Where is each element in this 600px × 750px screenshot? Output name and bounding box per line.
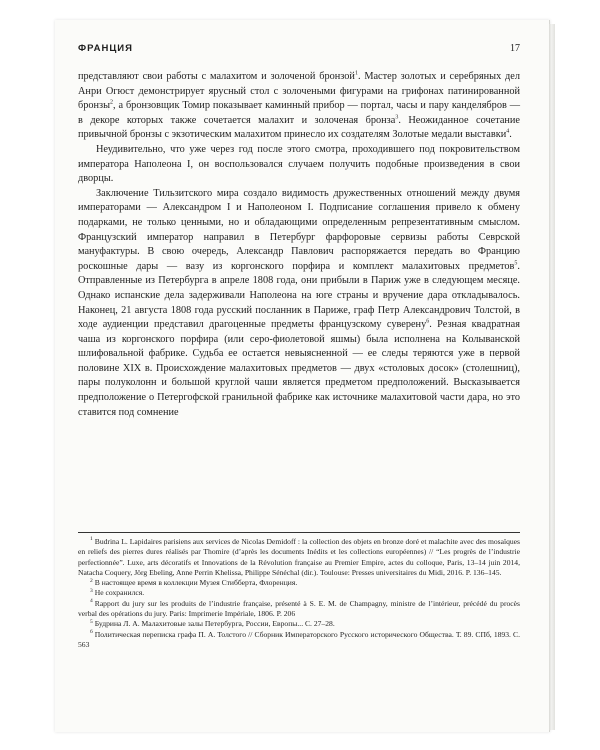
text-run: . Неожиданное сочетание привычной бронзы с экзотическим малахитом принесло их создателям Золотые медали выставки: [78, 114, 520, 141]
text-run: представляют свои работы с малахитом и золоченой бронзой: [78, 71, 355, 82]
footnote-text: В настоящее время в коллекции Музея Стибберта, Флоренция.: [94, 578, 298, 588]
page-stack-edge: [549, 24, 555, 730]
footnote: [78, 630, 520, 651]
footnote-number: 2: [90, 577, 93, 584]
footnote-rule: [78, 532, 520, 533]
footnote-ref: 3: [395, 114, 399, 121]
footnote-ref: 4: [506, 128, 510, 135]
text-run: . Мастер золотых и серебряных дел Анри Огюст демонстрирует ярусный стол с золочеными фигурами на грифонах патинированной бронзы: [78, 71, 520, 112]
footnote-number: 3: [90, 587, 93, 594]
footnote-ref: 5: [514, 260, 518, 267]
footnote: [78, 619, 520, 629]
footnote: [78, 578, 520, 588]
footnote-text: Rapport du jury sur les produits de l’industrie française, présenté à S. E. M. de Champagny, ministre de l’intérieur, précédé du procès verbal des opérations du jury. Paris: Imprimerie Impériale, 1806. P. 206: [78, 598, 520, 619]
footnotes: [78, 537, 520, 650]
page-header: [78, 43, 520, 54]
text-run: Заключение Тильзитского мира создало видимость дружественных отношений между двумя императорами — Александром I и Наполеоном I. Подписание соглашения привело к обмену подарками, не только ценными, но и обладающими определенным репрезентативным смыслом. Французский император направил в Петербург фарфоровые сервизы работы Севрской мануфактуры. В свою очередь, Александр Павлович распоряжается передать во Францию роскошные дары — вазу из коргонского порфира и комплект малахитовых предметов: [78, 187, 520, 272]
footnote-number: 6: [90, 629, 93, 636]
footnote-ref: 1: [354, 70, 358, 77]
footnote-text: Политическая переписка графа П. А. Толстого // Сборник Императорского Русского исторического Общества. Т. 89. СПб, 1893. С. 563: [78, 629, 520, 649]
footnote: [78, 599, 520, 620]
paragraph: [78, 187, 520, 421]
footnote-text: Не сохранился.: [94, 588, 145, 598]
text-run: . Отправленные из Петербурга в апреле 1808 года, они прибыли в Париж уже в следующем месяце. Однако испанские дела задерживали Наполеона на юге страны и вручение дара откладывалось. Наконец, 21 августа 1808 года русский посланник в Париже, граф Петр Александрович Толстой, в ходе аудиенции представил драгоценные предметы французскому суверену: [78, 260, 520, 331]
text-run: Неудивительно, что уже через год после этого смотра, проходившего под покровительством императора Наполеона I, он воспользовался случаем получить подобные произведения в свои дворцы.: [78, 143, 520, 185]
footnote-ref: 6: [426, 318, 430, 325]
paragraph: [78, 70, 520, 143]
footnote-number: 1: [90, 536, 93, 543]
footnote-number: 5: [90, 618, 93, 625]
footnote-number: 4: [90, 598, 93, 605]
footnote-ref: 2: [110, 99, 114, 106]
running-head: ФРАНЦИЯ: [78, 43, 133, 54]
text-run: .: [509, 129, 512, 141]
footnote: [78, 537, 520, 578]
page-number: 17: [510, 43, 520, 54]
text-run: , а бронзовщик Томир показывает каминный прибор — портал, часы и пару канделябров — в декоре которых также сочетается малахит и золоченая бронза: [78, 100, 520, 126]
footnote-text: Budrina L. Lapidaires parisiens aux services de Nicolas Demidoff : la collection des objets en bronze doré et malachite avec des mosaïques en reliefs des pierres dures réalisés par Thomire (d’après les documents Inédits et les collections européennes) // “Les progrès de l’industrie perfectionnée”. Luxe, arts décoratifs et Innovations de la Révolution française au Premier Empire, actes du colloque, Paris, 13–14 juin 2014, Natacha Coquery, Jörg Ebeling, Anne Perrin Khelissa, Philippe Sénéchal (dir.). Toulouse: Presses universitaires du Midi, 2016. P. 136–145.: [78, 537, 520, 577]
footnote: [78, 588, 520, 598]
paragraph: [78, 143, 520, 187]
footnote-text: Будрина Л. А. Малахитовые залы Петербурга, России, Европы... С. 27–28.: [94, 619, 335, 629]
text-run: . Резная квадратная чаша из коргонского порфира (или серо-фиолетовой яшмы) была исполнена на Колыванской шлифовальной фабрике. Судьба ее остается невыясненной — ее следы теряются уже в первой половине XIX в. Происхождение малахитовых предметов — двух «столовых досок» (столешниц), пары полуколонн и большой круглой чаши является предметом предположений. Высказывается предположение о Петергофской гранильной фабрике как источнике малахитовой части дара, но это ставится под сомнение: [78, 319, 520, 418]
main-text: [78, 70, 520, 420]
